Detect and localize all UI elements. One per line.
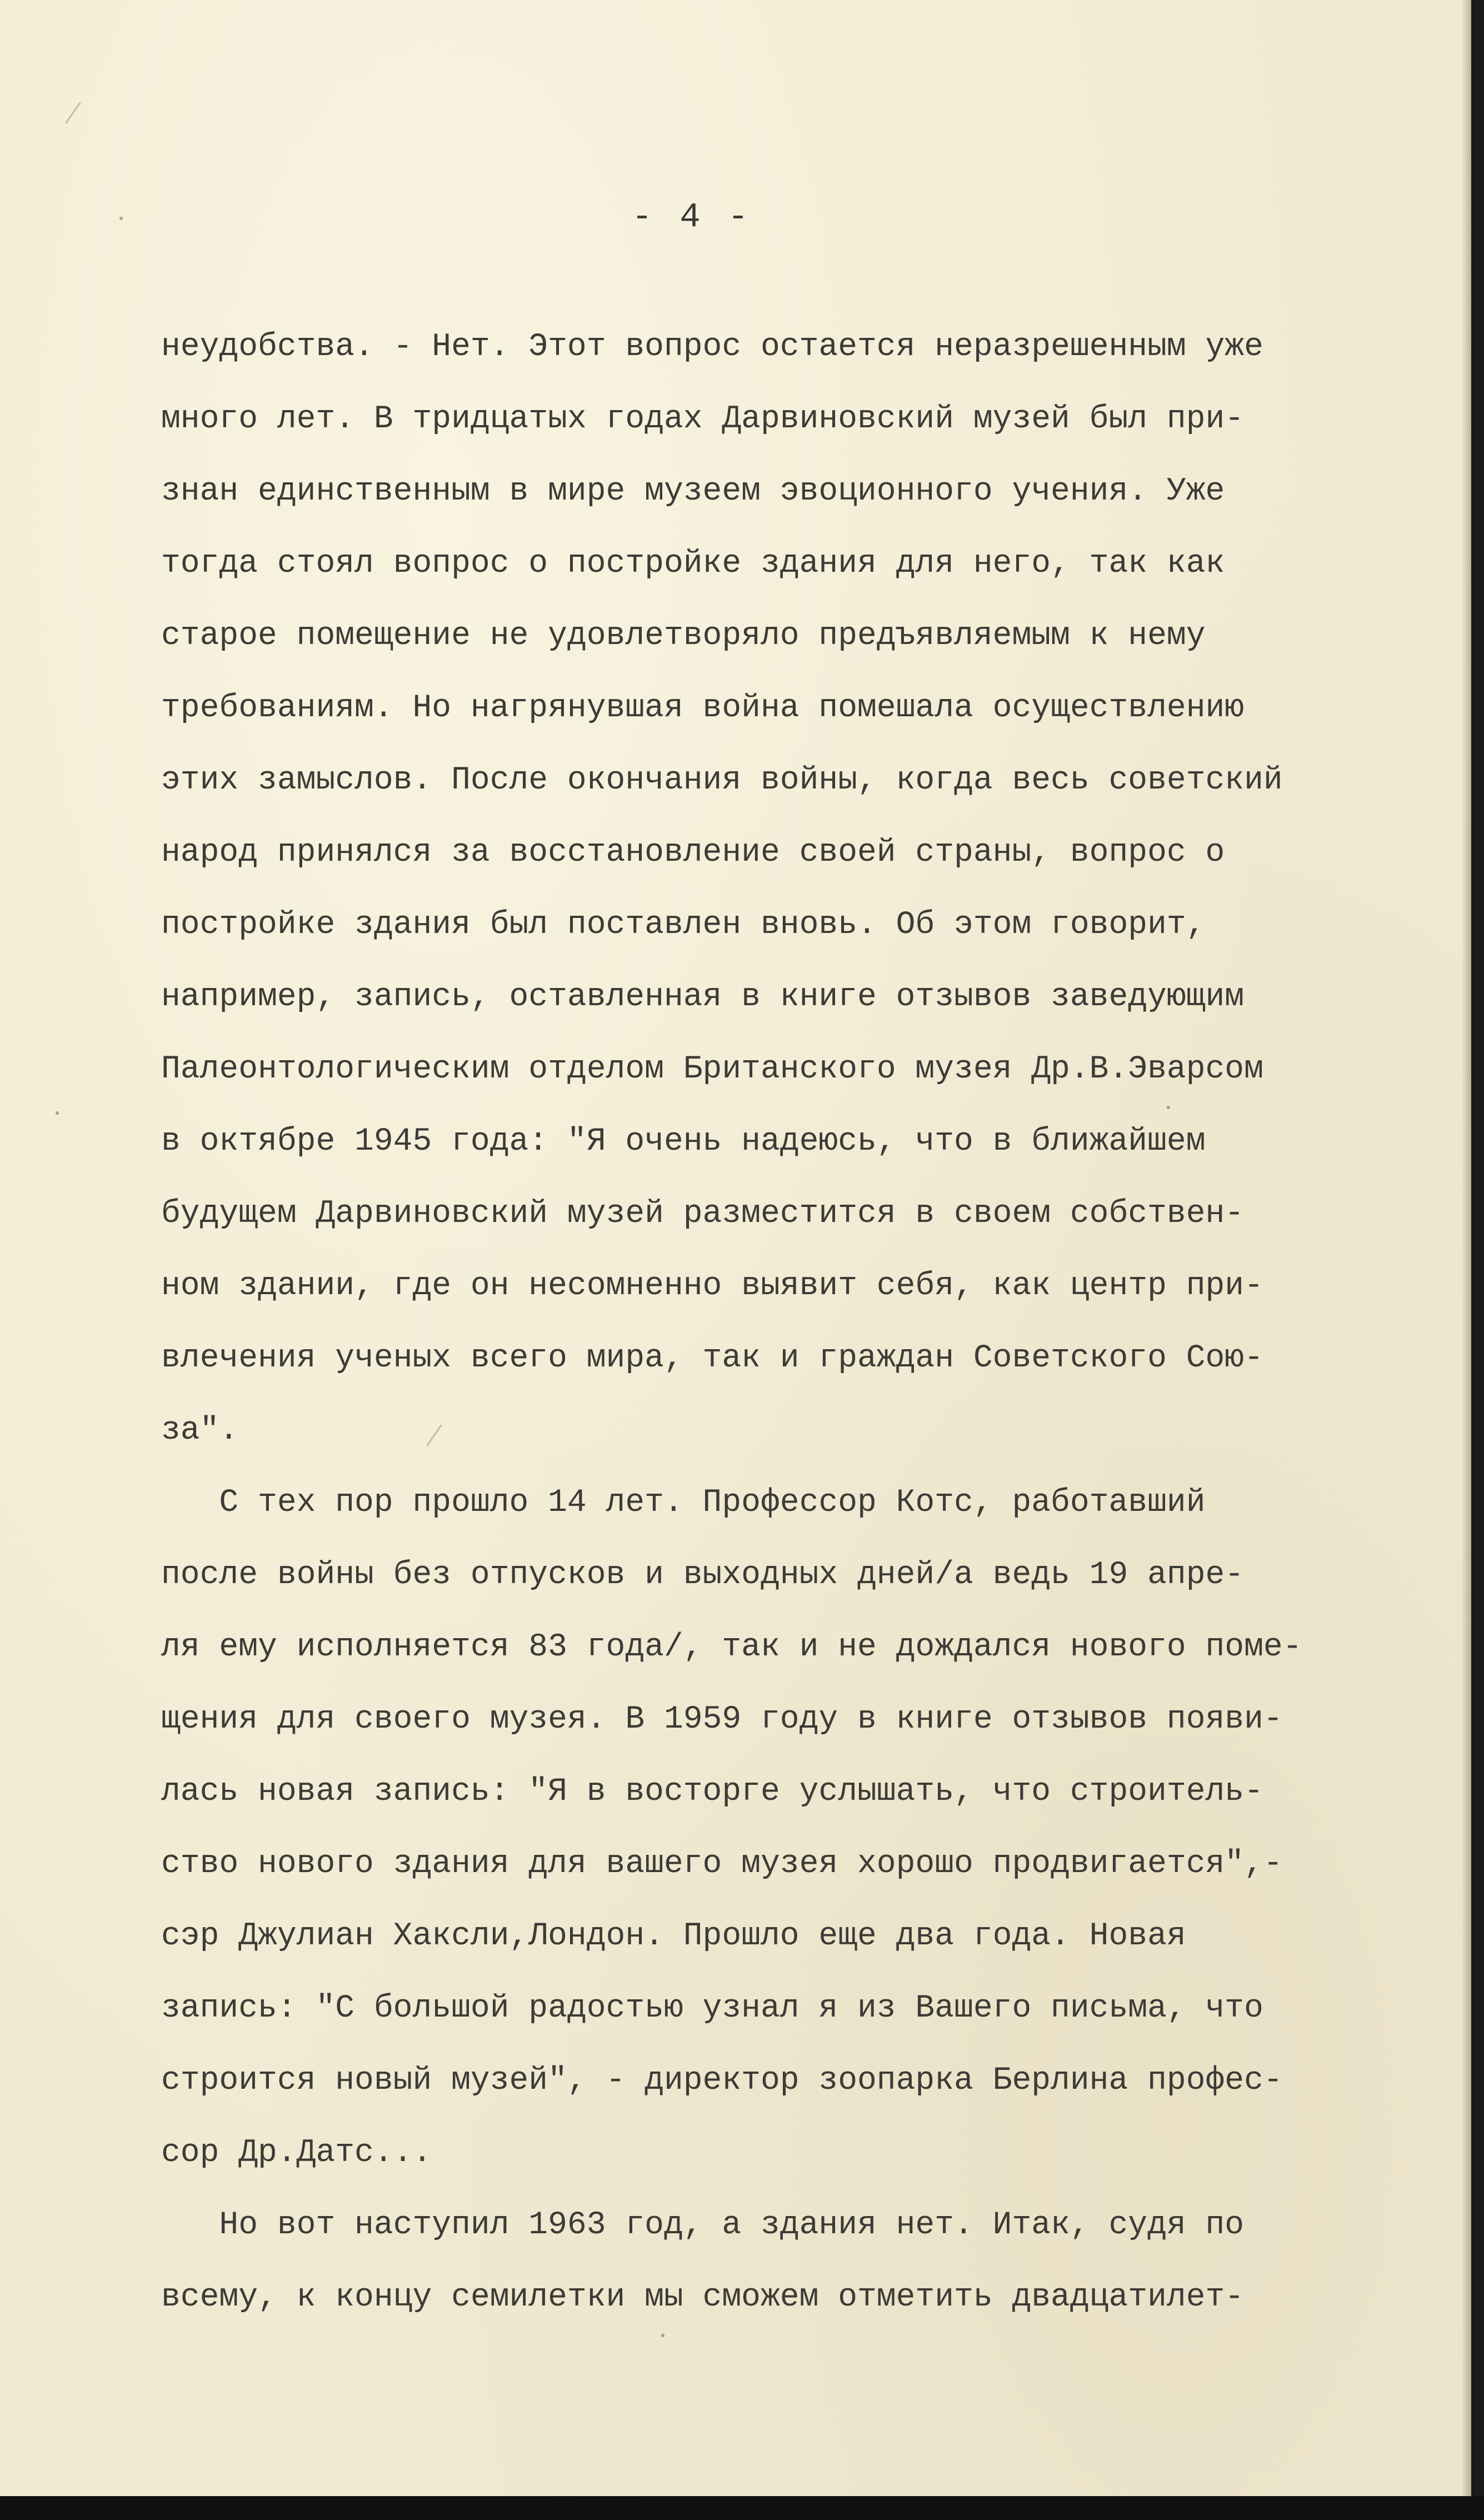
text-line: тогда стоял вопрос о постройке здания для него, так как [161, 546, 1225, 582]
text-line: постройке здания был поставлен вновь. Об этом говорит, [161, 907, 1206, 943]
text-line: С тех пор прошло 14 лет. Профессор Котс, работавший [161, 1485, 1206, 1521]
text-line: запись: "С большой радостью узнал я из Вашего письма, что [161, 1990, 1263, 2027]
page-edge-shadow [1461, 0, 1471, 2496]
body-text [161, 311, 1445, 2334]
text-line: много лет. В тридцатых годах Дарвиновский музей был при- [161, 401, 1245, 437]
text-line: ство нового здания для вашего музея хорошо продвигается",- [161, 1846, 1283, 1882]
text-line: этих замыслов. После окончания войны, когда весь советский [161, 762, 1283, 799]
text-line: в октябре 1945 года: "Я очень надеюсь, что в ближайшем [161, 1124, 1206, 1160]
page-number: - 4 - [631, 197, 752, 237]
text-line: строится новый музей", - директор зоопарка Берлина профес- [161, 2063, 1283, 2099]
text-line: щения для своего музея. В 1959 году в книге отзывов появи- [161, 1701, 1283, 1738]
paper-speck [1167, 1106, 1170, 1109]
text-line: народ принялся за восстановление своей страны, вопрос о [161, 835, 1225, 871]
text-line: ном здании, где он несомненно выявит себя, как центр при- [161, 1268, 1263, 1304]
text-line: всему, к концу семилетки мы сможем отметить двадцатилет- [161, 2279, 1245, 2316]
paper-speck [119, 217, 123, 220]
text-line: лась новая запись: "Я в восторге услышать, что строитель- [161, 1774, 1263, 1810]
text-line: неудобства. - Нет. Этот вопрос остается неразрешенным уже [161, 329, 1263, 365]
text-line: старое помещение не удовлетворяло предъявляемым к нему [161, 618, 1206, 654]
text-line: будущем Дарвиновский музей разместится в своем собствен- [161, 1196, 1245, 1232]
text-line: ля ему исполняется 83 года/, так и не дождался нового поме- [161, 1629, 1302, 1665]
text-line: влечения ученых всего мира, так и граждан Советского Сою- [161, 1340, 1263, 1376]
text-line: за". [161, 1413, 239, 1449]
text-line: сор Др.Датс... [161, 2135, 432, 2171]
paper-speck [56, 1111, 59, 1115]
text-line: после войны без отпусков и выходных дней/а ведь 19 апре- [161, 1557, 1245, 1593]
text-line: например, запись, оставленная в книге отзывов заведующим [161, 979, 1245, 1015]
text-line: сэр Джулиан Хаксли,Лондон. Прошло еще два года. Новая [161, 1918, 1186, 1954]
text-line: Но вот наступил 1963 год, а здания нет. Итак, судя по [161, 2207, 1245, 2243]
paper-scratch [65, 102, 81, 123]
scan-border [0, 2496, 1484, 2520]
text-line: Палеонтологическим отделом Британского музея Др.В.Эварсом [161, 1051, 1263, 1087]
text-line: требованиям. Но нагрянувшая война помешала осуществлению [161, 690, 1245, 726]
text-line: знан единственным в мире музеем эвоционного учения. Уже [161, 473, 1225, 510]
paper-speck [661, 2334, 664, 2337]
